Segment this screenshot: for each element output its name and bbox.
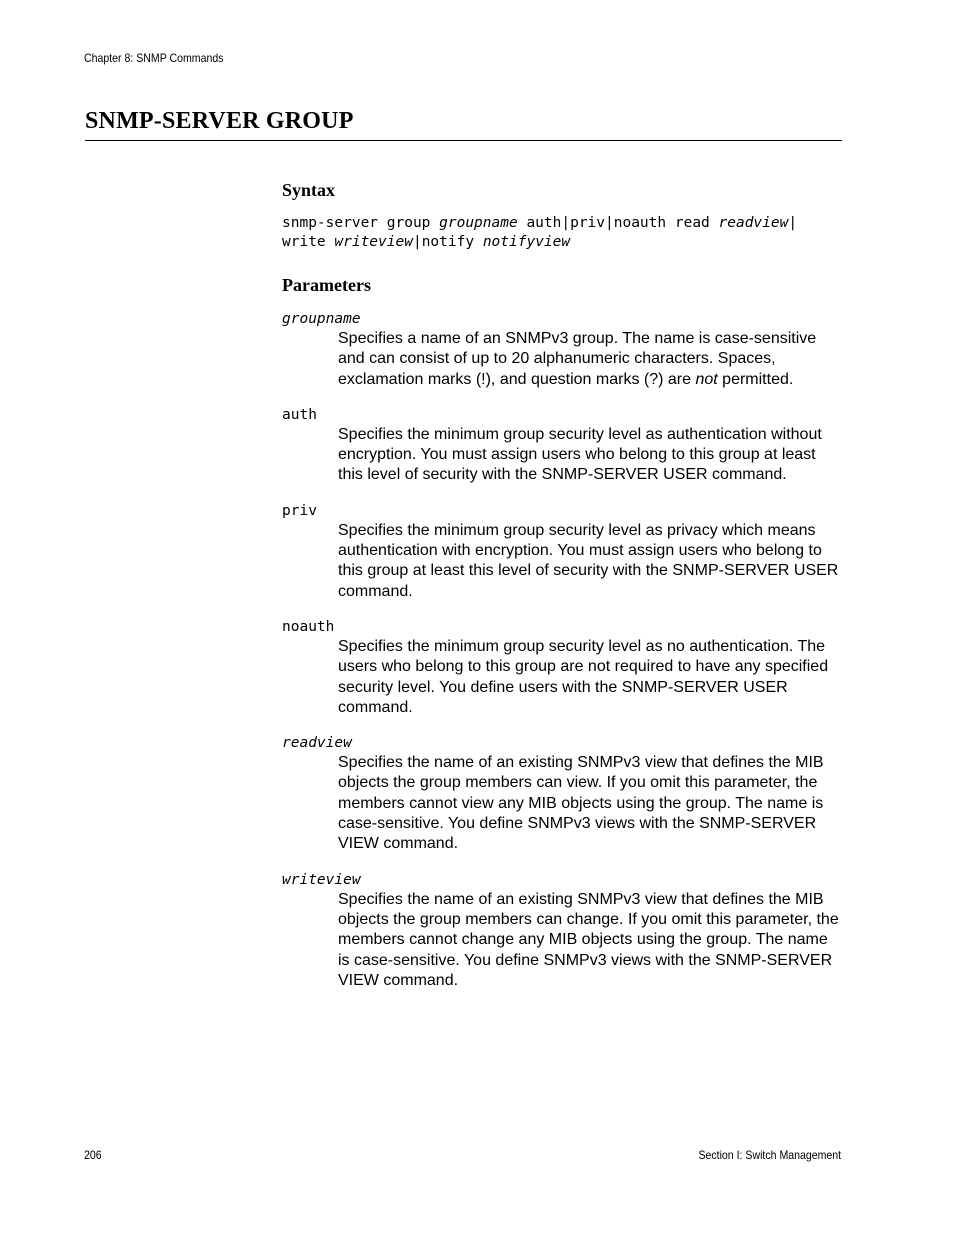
- syntax-text: write: [282, 234, 335, 250]
- syntax-block: [282, 214, 842, 252]
- syntax-heading: Syntax: [282, 180, 336, 200]
- parameter-description: Specifies the name of an existing SNMPv3 view that defines the MIB objects the group members can view. If you omit this parameter, the members cannot view any MIB objects using the group. The name is case-sensitive. You define SNMPv3 views with the SNMP-SERVER VIEW command.: [338, 754, 824, 853]
- parameter-description-text: Specifies a name of an SNMPv3 group. The name is case-sensitive and can consist of up to 20 alphanumeric characters. Spaces, exclamation marks (!), and question marks (?) are: [338, 330, 817, 388]
- parameter-description-text: permitted.: [717, 370, 794, 388]
- parameter-name: priv: [282, 502, 317, 519]
- parameter-writeview: [282, 871, 842, 991]
- parameter-priv: [282, 502, 842, 602]
- page-number: 206: [84, 1148, 102, 1162]
- syntax-arg-notifyview: notifyview: [482, 234, 571, 250]
- syntax-arg-groupname: groupname: [439, 215, 518, 231]
- parameter-description: Specifies the minimum group security level as privacy which means authentication with encryption. You must assign users who belong to this group at least this level of security with the SNMP-SERVER USER command.: [338, 521, 839, 600]
- parameter-readview: [282, 734, 842, 854]
- running-footer: Section I: Switch Management: [698, 1148, 841, 1162]
- parameters-heading: Parameters: [282, 275, 371, 295]
- parameter-name: auth: [282, 406, 317, 423]
- parameter-description: Specifies the minimum group security level as authentication without encryption. You must assign users who belong to this group at least this level of security with the SNMP-SERVER USER command.: [338, 425, 822, 484]
- running-header: Chapter 8: SNMP Commands: [84, 51, 224, 65]
- parameter-description-emphasis: not: [695, 370, 718, 388]
- main-content: [282, 178, 842, 1007]
- parameter-description: Specifies the name of an existing SNMPv3 view that defines the MIB objects the group members can change. If you omit this parameter, the members cannot change any MIB objects using the group. The name is case-sensitive. You define SNMPv3 views with the SNMP-SERVER VIEW command.: [338, 890, 839, 989]
- parameter-name: noauth: [282, 618, 335, 635]
- syntax-text: snmp-server group: [282, 215, 440, 231]
- syntax-text: |notify: [412, 234, 483, 250]
- parameter-name: groupname: [282, 311, 361, 327]
- syntax-text: |: [788, 215, 798, 231]
- parameter-description: Specifies the minimum group security level as no authentication. The users who belong to this group are not required to have any specified security level. You define users with the SNMP-SERVER USER command.: [338, 637, 829, 716]
- syntax-arg-writeview: writeview: [334, 234, 413, 250]
- parameter-groupname: [282, 310, 842, 390]
- parameter-description: [338, 329, 842, 390]
- parameter-noauth: [282, 618, 842, 718]
- parameter-name: writeview: [282, 871, 361, 888]
- parameter-name: readview: [282, 735, 352, 752]
- syntax-text: auth|priv|noauth read: [517, 215, 719, 231]
- title-rule: [85, 140, 842, 141]
- parameter-auth: [282, 406, 842, 486]
- syntax-arg-readview: readview: [718, 215, 789, 231]
- page-title: SNMP-SERVER GROUP: [85, 108, 354, 134]
